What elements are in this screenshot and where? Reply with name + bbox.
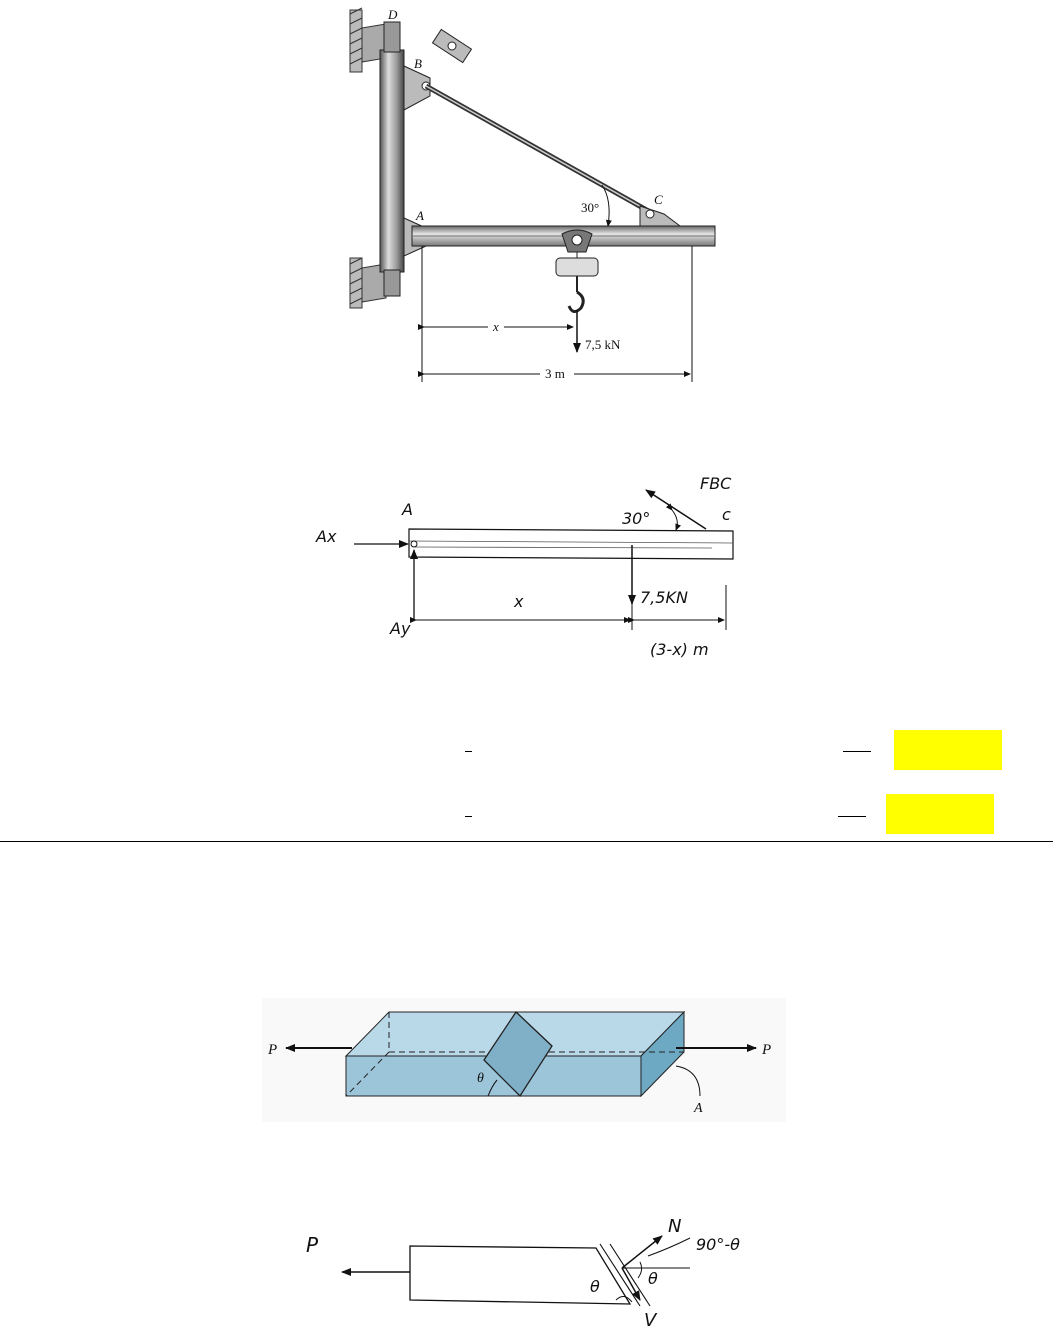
fbd-label-rest: (3-x) m	[650, 640, 709, 659]
section-label-theta2: θ	[648, 1269, 658, 1288]
label-x: x	[493, 319, 499, 334]
arrow-fbc	[646, 490, 706, 529]
label-a: A	[416, 208, 424, 223]
section-label-v: V	[644, 1310, 657, 1331]
section-label-p: P	[306, 1233, 319, 1257]
section-label-theta1: θ	[590, 1277, 600, 1296]
bar-label-p-left: P	[268, 1042, 278, 1058]
equation-fragment-mark	[843, 751, 871, 752]
label-d: D	[388, 7, 398, 22]
crane-figure	[350, 7, 715, 382]
fbd-label-ay: Ay	[390, 619, 411, 638]
fbd-label-angle: 30°	[622, 509, 651, 528]
fbd-label-ax: Ax	[316, 527, 337, 546]
label-c: C	[654, 192, 663, 207]
fbd-beam	[315, 474, 733, 659]
detail-cutaway	[433, 29, 472, 62]
bar-label-theta: θ	[477, 1071, 484, 1086]
fbd-angle-arc	[672, 510, 677, 530]
section-label-n: N	[668, 1216, 682, 1237]
bar-label-p-right: P	[762, 1042, 772, 1058]
bar-figure	[262, 998, 786, 1122]
label-b: B	[414, 56, 422, 71]
fbd-label-a: A	[402, 500, 413, 519]
section-divider	[0, 841, 1053, 842]
bar-label-a: A	[694, 1101, 703, 1116]
fbd-label-c: c	[722, 505, 731, 524]
fbd-label-load: 7,5KN	[640, 588, 688, 607]
equation-fragment-mark	[465, 751, 472, 752]
section-arrow-n	[622, 1236, 662, 1268]
equation-fragment-mark	[838, 816, 866, 817]
equation-fragment-mark	[465, 816, 472, 817]
label-load: 7,5 kN	[585, 337, 621, 352]
fbd-beam-outline	[409, 529, 733, 559]
label-angle: 30°	[581, 200, 600, 215]
answer-highlight-1	[894, 730, 1002, 770]
label-span: 3 m	[545, 366, 565, 381]
fbd-section	[306, 1216, 740, 1331]
column	[380, 50, 404, 272]
fbd-label-x: x	[514, 592, 524, 611]
answer-highlight-2	[886, 794, 994, 834]
section-label-comp: 90°-θ	[696, 1235, 740, 1254]
fbd-label-fbc: FBC	[700, 474, 732, 493]
